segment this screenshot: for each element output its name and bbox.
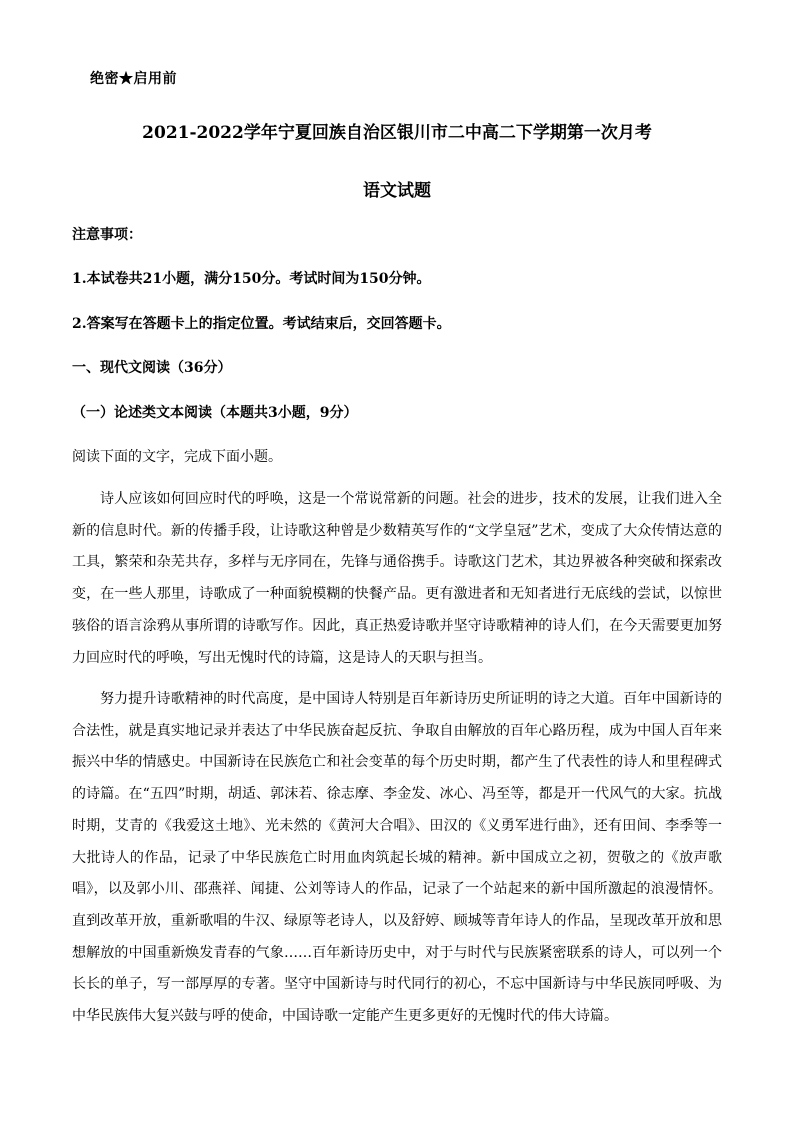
notice-heading: 注意事项： (72, 227, 142, 243)
notice-item-2: 2.答案写在答题卡上的指定位置。考试结束后，交回答题卡。 (72, 316, 451, 332)
reading-instruction: 阅读下面的文字，完成下面小题。 (72, 449, 282, 465)
exam-title: 2021-2022学年宁夏回族自治区银川市二中高二下学期第一次月考 (142, 123, 652, 143)
passage-paragraph-1: 诗人应该如何回应时代的呼唤，这是一个常说常新的问题。社会的进步，技术的发展，让我们进入全新的信息时代。新的传播手段，让诗歌这种曾是少数精英写作的“文学皇冠”艺术，变成了大众传情达意的工具，繁荣和杂芜共存，多样与无序同在，先锋与通俗携手。诗歌这门艺术，其边界被各种突破和探索改变，在一些人那里，诗歌成了一种面貌模糊的快餐产品。更有激进者和无知者进行无底线的尝试，以惊世骇俗的语言涂鸦从事所谓的诗歌写作。因此，真正热爱诗歌并坚守诗歌精神的诗人们，在今天需要更加努力回应时代的呼唤，写出无愧时代的诗篇，这是诗人的天职与担当。 (72, 491, 722, 666)
secret-mark: 绝密★启用前 (90, 71, 177, 87)
exam-subtitle: 语文试题 (363, 181, 431, 201)
passage-paragraph-2: 努力提升诗歌精神的时代高度，是中国诗人特别是百年新诗历史所证明的诗之大道。百年中国新诗的合法性，就是真实地记录并表达了中华民族奋起反抗、争取自由解放的百年心路历程，成为中国人百年来振兴中华的情感史。中国新诗在民族危亡和社会变革的每个历史时期，都产生了代表性的诗人和里程碑式的诗篇。在“五四”时期，胡适、郭沫若、徐志摩、李金发、冰心、冯至等，都是开一代风气的大家。抗战时期，艾青的《我爱这土地》、光未然的《黄河大合唱》、田汉的《义勇军进行曲》，还有田间、李季等一大批诗人的作品，记录了中华民族危亡时用血肉筑起长城的精神。新中国成立之初，贺敬之的《放声歌唱》，以及郭小川、邵燕祥、闻捷、公刘等诗人的作品，记录了一个站起来的新中国所激起的浪漫情怀。直到改革开放，重新歌唱的牛汉、绿原等老诗人，以及舒婷、顾城等青年诗人的作品，呈现改革开放和思想解放的中国重新焕发青春的气象……百年新诗历史中，对于与时代与民族紧密联系的诗人，可以列一个长长的单子，写一部厚厚的专著。坚守中国新诗与时代同行的初心，不忘中国新诗与中华民族同呼吸、为中华民族伟大复兴鼓与呼的使命，中国诗歌一定能产生更多更好的无愧时代的伟大诗篇。 (72, 691, 722, 1025)
part-heading: （一）论述类文本阅读（本题共3小题，9分） (72, 405, 358, 421)
notice-item-1: 1.本试卷共21小题，满分150分。考试时间为150分钟。 (72, 271, 431, 287)
section-heading: 一、现代文阅读（36分） (72, 360, 232, 376)
